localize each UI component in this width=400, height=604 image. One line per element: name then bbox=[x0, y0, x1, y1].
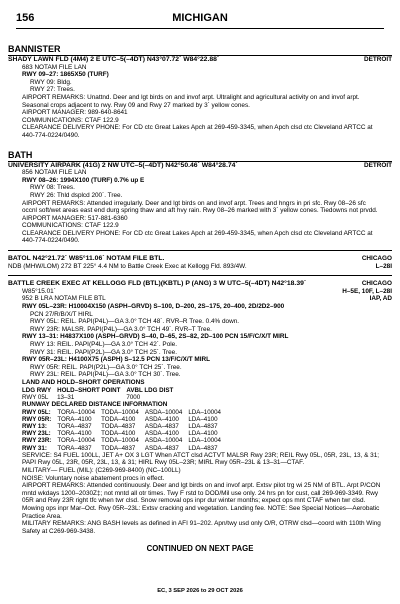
table-cell: TORA–4837 bbox=[57, 444, 92, 452]
runway-line: RWY 13–31: H4837X100 (ASPH–GRVD) S–40, D–65, 2S–82, 2D–100 PCN 15/F/C/X/T MIRL bbox=[22, 333, 289, 341]
table-cell: RWY 13: bbox=[22, 422, 47, 430]
airport-manager: AIRPORT MANAGER: 989-640-8641 bbox=[22, 109, 128, 117]
table-cell: RWY 23R: bbox=[22, 437, 52, 445]
table-cell: LDA–4837 bbox=[188, 444, 218, 452]
elevation: 952 B LRA NOTAM FILE BTL bbox=[22, 295, 106, 303]
city-bath: BATH bbox=[8, 149, 33, 160]
clearance-delivery: CLEARANCE DELIVERY PHONE: For CD ctc Great Lakes Apch at 269-459-3345, when Apch clsd ctc Cleveland ARTCC at 440-774-0224/0490. bbox=[22, 229, 373, 245]
runway-line: RWY 05R–23L: H4100X75 (ASPH) S–12.5 PCN 13/F/C/X/T MIRL bbox=[22, 356, 210, 364]
table-cell: LDA–4100 bbox=[188, 415, 218, 423]
table-cell: TODA–10004 bbox=[101, 408, 139, 416]
runway-end-line: RWY 13: REIL. PAPI(P4L)—GA 3.0° TCH 42´. Pole. bbox=[30, 341, 177, 348]
elevation-line: 683 NOTAM FILE LAN bbox=[22, 63, 87, 71]
runway-end-line: RWY 05L: REIL. PAPI(P4L)—GA 3.0° TCH 48´. RVR–R Tree. 0.4% down. bbox=[30, 318, 240, 326]
table-cell: TODA–4100 bbox=[101, 430, 136, 438]
runway-end-line: RWY 23L: REIL. PAPI(P4L)—GA 3.0° TCH 30´. Tree. bbox=[30, 371, 181, 379]
page-number: 156 bbox=[16, 12, 35, 24]
military-remarks: MILITARY REMARKS: ANG BASH levels as defined in AFI 91–202. Apn/twy usd only O/R, OTRW clsd—coord with 110th Wing Safety at C269-969-3438. bbox=[22, 520, 381, 535]
military-fuel: MILITARY— FUEL (MIL): (C269-969-8400) (NC–100LL) bbox=[22, 466, 181, 474]
table-row bbox=[22, 430, 227, 437]
table-cell: RWY 05R: bbox=[22, 415, 52, 423]
table-row bbox=[22, 445, 227, 452]
table-cell: LDA–4837 bbox=[188, 422, 218, 430]
runway-line: RWY 08–26: 1994X100 (TURF) 0.7% up E bbox=[22, 176, 145, 184]
navaid-name: BATOL N42°21.72´ W85°11.06´ NOTAM FILE BTL. bbox=[8, 255, 165, 263]
lahso-title: LAND AND HOLD–SHORT OPERATIONS bbox=[22, 378, 145, 386]
runway-end-line: RWY 26: Thld dsplcd 200´. Tree. bbox=[30, 191, 123, 199]
airport-line-battle-creek bbox=[8, 280, 392, 288]
table-header: AVBL LDG DIST bbox=[126, 386, 174, 394]
elevation-line bbox=[8, 295, 392, 303]
airport-name: SHADY LAWN FLD (4M4) 2 E UTC–5(–4DT) N43°07.72´ W84°22.88´ bbox=[8, 56, 220, 63]
table-cell: ASDA–4100 bbox=[144, 415, 179, 423]
table-cell: TORA–10004 bbox=[57, 408, 96, 416]
elevation-line: 856 NOTAM FILE LAN bbox=[22, 169, 87, 177]
section-rule bbox=[8, 250, 392, 251]
airport-manager: AIRPORT MANAGER: 517-881-6360 bbox=[22, 214, 128, 222]
table-cell: TODA–4837 bbox=[101, 422, 136, 430]
longitude: W85°15.01´ bbox=[22, 287, 56, 295]
table-cell: LDA–10004 bbox=[188, 437, 221, 445]
table-cell: TODA–10004 bbox=[101, 437, 139, 445]
continued-notice: CONTINUED ON NEXT PAGE bbox=[146, 544, 254, 554]
table-cell: LDA–4100 bbox=[188, 430, 218, 438]
table-row bbox=[22, 416, 227, 423]
header-rule bbox=[16, 28, 384, 29]
navaid-batol bbox=[8, 255, 392, 263]
table-cell: TODA–4100 bbox=[101, 415, 136, 423]
declared-distance-title: RUNWAY DECLARED DISTANCE INFORMATION bbox=[22, 400, 168, 408]
table-cell: ASDA–4837 bbox=[144, 444, 179, 452]
table-cell: TODA–4837 bbox=[101, 444, 136, 452]
airport-name: BATTLE CREEK EXEC AT KELLOGG FLD (BTL)(KBTL) P (ANG) 3 W UTC–5(–4DT) N42°18.39´ bbox=[8, 280, 307, 288]
runway-end-line: RWY 08: Trees. bbox=[30, 184, 75, 192]
table-cell: ASDA–10004 bbox=[144, 437, 183, 445]
chart-label: DETROIT bbox=[363, 161, 392, 169]
table-row bbox=[22, 437, 227, 444]
runway-line: RWY 05L–23R: H10004X150 (ASPH–GRVD) S–100, D–200, 2S–175, 20–400, 2D/2D2–900 bbox=[22, 303, 285, 311]
communications: COMMUNICATIONS: CTAF 122.9 bbox=[22, 222, 119, 230]
declared-distance-table bbox=[22, 409, 227, 452]
lahso-table bbox=[22, 387, 179, 401]
table-header: HOLD–SHORT POINT bbox=[57, 386, 121, 394]
runway-end-line: RWY 31: REIL. PAPI(P2L)—GA 3.0° TCH 25´. Tree. bbox=[30, 348, 177, 356]
table-cell: RWY 31: bbox=[22, 444, 47, 452]
chart-label: DETROIT bbox=[363, 56, 392, 63]
runway-line: RWY 09–27: 1865X50 (TURF) bbox=[22, 71, 109, 79]
clearance-delivery: CLEARANCE DELIVERY PHONE: For CD ctc Great Lakes Apch at 269-459-3345, when Apch clsd ctc Cleveland ARTCC at 440-774-0224/0490. bbox=[22, 124, 373, 139]
navaid-detail bbox=[8, 263, 392, 271]
coordinate-line bbox=[8, 288, 392, 296]
table-row bbox=[22, 423, 227, 430]
airport-remarks: AIRPORT REMARKS: Attended continuously. Deer and lgt birds on and invof arpt. Extsv pilot trg wi 25 NM of BTL. Arpt P/CON mntd wkdays 1200–2030Z‡; not mntd all otr times. Twy F rstd to DOD/Mil use only. 24 hrs pn for cust, call 269-969-3349. Rwy 05R and Rwy 23R right tfc when twr clsd. Snow removal ops inpr dur winter months; expect ops mnt CTAF when twr clsd. Mowing ops inpr Mar–Oct. Rwy 05R–23L: Extsv cracking and vegetation. Landing fee. NOTE: See Special Notices—Aerobatic Practice Area. bbox=[22, 482, 381, 520]
airport-line-university bbox=[8, 162, 392, 170]
table-cell: RWY 23L: bbox=[22, 430, 51, 438]
noise-line: NOISE: Voluntary noise abatement procs in effect. bbox=[22, 474, 165, 482]
table-cell: RWY 05L: bbox=[22, 408, 51, 416]
table-cell: 13–31 bbox=[57, 393, 75, 401]
service-line: SERVICE: S4 FUEL 100LL, JET A+ OX 3 LGT When ATCT clsd ACTVT MALSR Rwy 23R; REIL Rwy 05L, 05R, 23L, 13, & 31; PAPI Rwy 05L, 23R, 05R, 23L, 13, & 31; HIRL Rwy 05L–23R; MIRL Rwy 05R–23L & 13–31—CTAF. bbox=[22, 451, 380, 467]
chart-label: CHICAGO bbox=[361, 280, 392, 288]
runway-end-line: RWY 09: Bldg. bbox=[30, 78, 72, 86]
page-header bbox=[8, 0, 392, 34]
table-cell: TORA–4100 bbox=[57, 430, 92, 438]
chart-label: H–5E, 10F, L–28I bbox=[342, 287, 392, 295]
table-cell: RWY 05L bbox=[22, 393, 49, 401]
ndb-line: NDB (MHW/LOM) 272 BT 225° 4.4 NM to Battle Creek Exec at Kellogg Fld. 893/4W. bbox=[8, 262, 247, 270]
table-cell: ASDA–10004 bbox=[144, 408, 183, 416]
runway-end-line: RWY 05R: REIL. PAPI(P2L)—GA 3.0° TCH 25´. Tree. bbox=[30, 363, 182, 371]
table-cell: TORA–4837 bbox=[57, 422, 92, 430]
airport-name: UNIVERSITY AIRPARK (41G) 2 NW UTC–5(–4DT) N42°50.46´ W84°28.74´ bbox=[8, 161, 238, 169]
chart-label: CHICAGO bbox=[361, 255, 392, 263]
section-rule bbox=[8, 275, 392, 276]
runway-line: PCN 27/R/B/X/T HIRL bbox=[30, 310, 93, 318]
airport-remarks: AIRPORT REMARKS: Unattnd. Deer and lgt birds on and invof arpt. Ultralight and agricultural activity on and invof arpt. Seasonal crops adjacent to rwy. Rwy 09 and Rwy 27 marked by 3´ yellow cones. bbox=[22, 93, 360, 109]
runway-end-line: RWY 27: Trees. bbox=[30, 86, 75, 94]
city-bannister: BANNISTER bbox=[8, 44, 61, 54]
table-row bbox=[22, 394, 179, 401]
table-cell: TORA–10004 bbox=[57, 437, 96, 445]
table-cell: ASDA–4837 bbox=[144, 422, 179, 430]
chart-label: IAP, AD bbox=[369, 295, 392, 303]
table-cell: ASDA–4100 bbox=[144, 430, 179, 438]
table-cell: TORA–4100 bbox=[57, 415, 92, 423]
table-header: LDG RWY bbox=[22, 386, 52, 394]
runway-end-line: RWY 23R: MALSR. PAPI(P4L)—GA 3.0° TCH 49´. RVR–T Tree. bbox=[30, 325, 212, 333]
table-row bbox=[22, 387, 179, 394]
table-cell: LDA–10004 bbox=[188, 408, 221, 416]
communications: COMMUNICATIONS: CTAF 122.9 bbox=[22, 116, 119, 124]
state-title: MICHIGAN bbox=[172, 12, 228, 24]
effective-dates-footer: EC, 3 SEP 2026 to 29 OCT 2026 bbox=[157, 588, 243, 594]
airport-remarks: AIRPORT REMARKS: Attended irregularly. Deer and lgt birds on and invof arpt. Trees and hngrs in pri sfc. Rwy 08–26 sfc occnl soft/wet areas east end durg spring thaw and aft hvy rain. Rwy 08–26 marked with 3´ yellow cones. Tiedowns not prvdd. bbox=[22, 199, 378, 215]
table-row bbox=[22, 409, 227, 416]
table-cell: 7000 bbox=[126, 393, 141, 401]
chart-label: L–28I bbox=[375, 262, 392, 270]
airport-line-shady-lawn bbox=[8, 56, 392, 64]
